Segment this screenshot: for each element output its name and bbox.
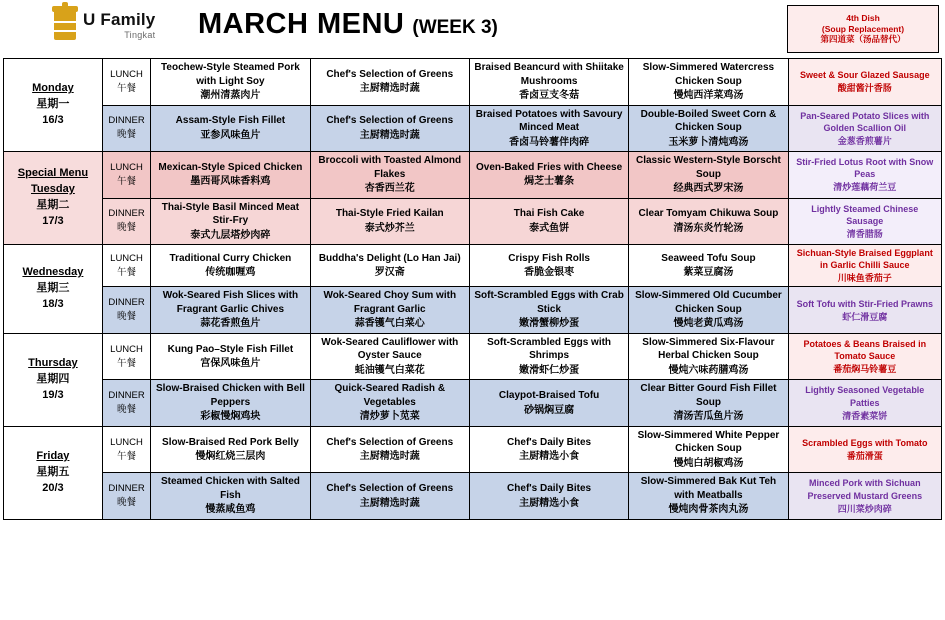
dish-name-cn: 蒜花香煎鱼片	[200, 318, 261, 330]
legend-line-1: 4th Dish	[846, 13, 880, 24]
table-row	[4, 59, 942, 106]
meal-label-en: DINNER	[108, 483, 145, 495]
meal-label-en: LUNCH	[110, 343, 143, 355]
table-row	[4, 198, 942, 245]
dish-cell-4	[629, 473, 788, 520]
dish-cell-4	[629, 333, 788, 380]
day-name-cn: 星期五	[36, 465, 70, 478]
dish-name-cn: 主厨精选时蔬	[359, 497, 420, 509]
dish-name-cn: 慢焖红烧三层肉	[195, 451, 266, 463]
dish-name-en: Assam-Style Fish Fillet	[175, 115, 286, 127]
table-row	[4, 426, 942, 473]
meal-label-cn: 午餐	[117, 450, 137, 462]
dish-cell-1	[151, 380, 310, 427]
dish-name-cn: 嫩滑蟹柳炒蛋	[519, 318, 580, 330]
day-date: 17/3	[42, 214, 64, 227]
day-date: 16/3	[42, 113, 64, 126]
dish-cell-2	[310, 333, 469, 380]
meal-label-en: DINNER	[108, 115, 145, 127]
replacement-name-en: Lightly Seasoned Vegetable Patties	[805, 385, 925, 408]
dish-name-cn: 清汤东炎竹轮汤	[673, 222, 744, 234]
dish-name-en: Mexican-Style Spiced Chicken	[158, 161, 303, 173]
replacement-name-en: Sichuan-Style Braised Eggplant in Garlic Chilli Sauce	[796, 248, 933, 271]
menu-week: (WEEK 3)	[412, 17, 498, 38]
meal-label-cn: 晚餐	[117, 311, 137, 323]
dish-cell-4	[629, 287, 788, 334]
meal-label-lunch	[102, 245, 150, 287]
dish-cell-2	[310, 105, 469, 152]
replacement-name-cn: 清香素菜饼	[842, 410, 888, 421]
dish-cell-2	[310, 245, 469, 287]
dish-cell-2	[310, 59, 469, 106]
dish-name-en: Broccoli with Toasted Almond Flakes	[318, 155, 462, 180]
dish-name-cn: 砂锅焖豆腐	[524, 404, 575, 416]
dish-name-cn: 嫩滑虾仁炒蛋	[519, 364, 580, 376]
day-cell	[4, 333, 103, 426]
dish-cell-1	[151, 426, 310, 473]
dish-name-cn: 慢炖白胡椒鸡汤	[673, 457, 744, 469]
meal-label-cn: 晚餐	[117, 222, 137, 234]
meal-label-en: LUNCH	[110, 68, 143, 80]
page-header	[0, 0, 945, 58]
replacement-name-cn: 番茄焖马铃薯豆	[833, 364, 897, 375]
dish-cell-2	[310, 198, 469, 245]
table-row	[4, 152, 942, 199]
dish-name-cn: 香卤马铃薯伴肉碎	[509, 136, 590, 148]
menu-title: MARCH MENU	[198, 8, 405, 40]
soup-replacement-cell	[788, 245, 941, 287]
dish-name-en: Oven-Baked Fries with Cheese	[476, 161, 623, 173]
dish-name-cn: 香脆金银枣	[524, 267, 575, 279]
dish-name-en: Chef's Daily Bites	[507, 436, 592, 448]
dish-name-en: Thai-Style Basil Minced Meat Stir-Fry	[161, 201, 300, 226]
soup-replacement-cell	[788, 198, 941, 245]
dish-name-en: Buddha's Delight (Lo Han Jai)	[318, 252, 461, 264]
meal-label-en: DINNER	[108, 390, 145, 402]
dish-name-en: Crispy Fish Rolls	[508, 252, 590, 264]
dish-name-cn: 潮州清蒸肉片	[200, 90, 261, 101]
brand-name: U Family	[83, 9, 156, 29]
replacement-name-cn: 酸甜酱汁香肠	[837, 83, 892, 94]
dish-name-cn: 慢蒸咸鱼鸡	[205, 504, 256, 516]
legend-line-3: 第四道菜（汤品替代）	[820, 34, 906, 45]
meal-label-lunch	[102, 426, 150, 473]
dish-name-cn: 经典西式罗宋汤	[673, 183, 744, 194]
dish-name-en: Slow-Simmered White Pepper Chicken Soup	[637, 429, 780, 455]
dish-name-cn: 杏香西兰花	[364, 183, 415, 194]
dish-name-cn: 慢炖肉骨茶肉丸汤	[668, 504, 749, 516]
meal-label-cn: 午餐	[117, 266, 137, 278]
day-date: 18/3	[42, 297, 64, 310]
meal-label-dinner	[102, 287, 150, 334]
dish-name-en: Chef's Daily Bites	[507, 483, 592, 495]
meal-label-en: LUNCH	[110, 252, 143, 264]
dish-name-en: Wok-Seared Choy Sum with Fragrant Garlic	[323, 290, 457, 315]
dish-cell-1	[151, 473, 310, 520]
dish-name-cn: 泰式炒芥兰	[364, 222, 415, 234]
dish-cell-3	[469, 152, 628, 199]
dish-name-cn: 蒜香镬气白菜心	[354, 318, 425, 330]
dish-name-en: Clear Tomyam Chikuwa Soup	[638, 208, 779, 220]
dish-cell-1	[151, 105, 310, 152]
table-row	[4, 380, 942, 427]
soup-replacement-cell	[788, 333, 941, 380]
day-cell	[4, 59, 103, 152]
dish-name-cn: 墨西哥风味香料鸡	[190, 176, 271, 188]
dish-name-cn: 主厨精选时蔬	[359, 129, 420, 141]
dish-cell-3	[469, 473, 628, 520]
dish-cell-2	[310, 287, 469, 334]
dish-name-en: Seaweed Tofu Soup	[661, 252, 756, 264]
dish-name-cn: 主厨精选小食	[519, 451, 580, 463]
dish-name-en: Thai-Style Fried Kailan	[335, 208, 444, 220]
table-row	[4, 105, 942, 152]
dish-name-en: Chef's Selection of Greens	[326, 483, 454, 495]
meal-label-dinner	[102, 473, 150, 520]
meal-label-lunch	[102, 333, 150, 380]
table-row	[4, 245, 942, 287]
meal-label-en: LUNCH	[110, 436, 143, 448]
meal-label-en: LUNCH	[110, 161, 143, 173]
soup-replacement-cell	[788, 426, 941, 473]
replacement-name-en: Sweet & Sour Glazed Sausage	[800, 70, 930, 81]
meal-label-cn: 晚餐	[117, 404, 137, 416]
day-name-en: Wednesday	[22, 266, 84, 279]
dish-name-en: Slow-Simmered Bak Kut Teh with Meatballs	[640, 476, 777, 501]
dish-name-en: Thai Fish Cake	[513, 208, 585, 220]
meal-label-cn: 午餐	[117, 357, 137, 369]
dish-cell-2	[310, 380, 469, 427]
dish-cell-4	[629, 198, 788, 245]
dish-name-cn: 泰式九层塔炒肉碎	[190, 229, 271, 241]
replacement-name-en: Minced Pork with Sichuan Preserved Mustard Greens	[807, 478, 923, 501]
dish-cell-4	[629, 152, 788, 199]
day-name-cn: 星期一	[36, 98, 70, 111]
dish-name-en: Clear Bitter Gourd Fish Fillet Soup	[640, 383, 777, 408]
dish-name-cn: 焗芝士薯条	[524, 176, 575, 188]
dish-name-cn: 慢炖西洋菜鸡汤	[673, 90, 744, 101]
soup-replacement-cell	[788, 152, 941, 199]
meal-label-lunch	[102, 59, 150, 106]
dish-name-en: Slow-Simmered Old Cucumber Chicken Soup	[635, 290, 782, 315]
dish-name-en: Slow-Braised Chicken with Bell Peppers	[155, 383, 305, 408]
replacement-name-cn: 四川菜炒肉碎	[837, 503, 892, 514]
meal-label-cn: 晚餐	[117, 497, 137, 509]
dish-cell-3	[469, 426, 628, 473]
dish-name-cn: 清炒萝卜苋菜	[359, 411, 420, 423]
dish-cell-4	[629, 105, 788, 152]
replacement-name-en: Potatoes & Beans Braised in Tomato Sauce	[803, 338, 927, 362]
day-name-cn: 星期四	[36, 372, 70, 385]
dish-name-cn: 蚝油镬气白菜花	[354, 364, 425, 376]
dish-name-en: Soft-Scrambled Eggs with Crab Stick	[474, 290, 624, 315]
replacement-name-cn: 清香腊肠	[846, 228, 883, 239]
dish-name-en: Claypot-Braised Tofu	[498, 390, 600, 402]
dish-name-en: Chef's Selection of Greens	[326, 436, 454, 448]
day-cell	[4, 245, 103, 334]
day-date: 20/3	[42, 481, 64, 494]
replacement-name-en: Pan-Seared Potato Slices with Golden Scallion Oil	[800, 110, 930, 133]
dish-name-cn: 宫保风味鱼片	[200, 358, 261, 370]
table-row	[4, 333, 942, 380]
dish-name-cn: 紫菜豆腐汤	[683, 267, 734, 279]
dish-cell-2	[310, 426, 469, 473]
dish-name-cn: 香卤豆支冬菇	[519, 90, 580, 101]
dish-name-en: Soft-Scrambled Eggs with Shrimps	[487, 336, 612, 362]
meal-label-dinner	[102, 198, 150, 245]
dish-name-cn: 传统咖喱鸡	[205, 267, 256, 279]
tingkat-tiffin-icon	[52, 4, 78, 46]
dish-cell-4	[629, 380, 788, 427]
dish-name-cn: 泰式鱼饼	[529, 222, 570, 234]
replacement-name-cn: 清炒莲藕荷兰豆	[833, 182, 897, 193]
soup-replacement-cell	[788, 59, 941, 106]
dish-name-en: Classic Western-Style Borscht Soup	[636, 155, 781, 180]
dish-name-en: Double-Boiled Sweet Corn & Chicken Soup	[640, 108, 777, 133]
dish-cell-3	[469, 59, 628, 106]
replacement-name-en: Soft Tofu with Stir-Fried Prawns	[796, 298, 933, 309]
replacement-name-cn: 番茄滑蛋	[846, 451, 883, 462]
dish-name-en: Wok-Seared Fish Slices with Fragrant Garlic Chives	[162, 290, 299, 315]
day-cell	[4, 426, 103, 519]
meal-label-dinner	[102, 105, 150, 152]
dish-name-en: Slow-Simmered Six-Flavour Herbal Chicken Soup	[642, 336, 775, 362]
replacement-name-cn: 金葱香煎薯片	[837, 135, 892, 146]
dish-name-cn: 罗汉斋	[374, 267, 405, 279]
soup-replacement-cell	[788, 473, 941, 520]
replacement-name-en: Scrambled Eggs with Tomato	[802, 438, 928, 449]
dish-name-en: Wok-Seared Cauliflower with Oyster Sauce	[321, 336, 459, 362]
dish-cell-1	[151, 198, 310, 245]
dish-name-en: Braised Potatoes with Savoury Minced Meat	[475, 108, 623, 133]
soup-replacement-cell	[788, 105, 941, 152]
dish-cell-3	[469, 198, 628, 245]
replacement-name-en: Stir-Fried Lotus Root with Snow Peas	[796, 157, 934, 180]
dish-cell-3	[469, 380, 628, 427]
dish-name-cn: 彩椒慢焖鸡块	[200, 411, 261, 423]
dish-cell-2	[310, 152, 469, 199]
dish-name-cn: 清汤苦瓜鱼片汤	[673, 411, 744, 423]
table-row	[4, 287, 942, 334]
dish-name-en: Kung Pao–Style Fish Fillet	[167, 343, 294, 355]
dish-name-cn: 主厨精选时蔬	[359, 451, 420, 463]
meal-label-lunch	[102, 152, 150, 199]
dish-cell-4	[629, 59, 788, 106]
dish-name-cn: 慢炖六味药膳鸡汤	[668, 364, 749, 376]
brand-subtitle: Tingkat	[124, 29, 156, 40]
dish-name-en: Traditional Curry Chicken	[169, 252, 292, 264]
meal-label-cn: 午餐	[117, 175, 137, 187]
dish-cell-1	[151, 333, 310, 380]
day-name-cn: 星期二	[36, 199, 70, 211]
replacement-name-cn: 川味鱼香茄子	[837, 273, 892, 284]
menu-table	[3, 58, 942, 520]
page-title	[198, 8, 498, 41]
dish-cell-3	[469, 105, 628, 152]
legend-line-2: (Soup Replacement)	[821, 23, 905, 34]
dish-name-en: Chef's Selection of Greens	[326, 115, 454, 127]
table-row	[4, 473, 942, 520]
day-name-en: Friday	[36, 450, 70, 463]
dish-cell-4	[629, 245, 788, 287]
dish-cell-1	[151, 245, 310, 287]
dish-name-cn: 玉米萝卜清炖鸡汤	[668, 136, 749, 148]
day-cell	[4, 152, 103, 245]
meal-label-cn: 晚餐	[117, 129, 137, 141]
dish-name-en: Steamed Chicken with Salted Fish	[160, 476, 300, 501]
replacement-name-cn: 虾仁滑豆腐	[842, 311, 888, 322]
dish-cell-3	[469, 245, 628, 287]
dish-cell-1	[151, 59, 310, 106]
brand-logo	[52, 4, 155, 46]
dish-cell-1	[151, 287, 310, 334]
meal-label-dinner	[102, 380, 150, 427]
replacement-name-en: Lightly Steamed Chinese Sausage	[811, 203, 919, 226]
dish-cell-1	[151, 152, 310, 199]
dish-name-en: Slow-Braised Red Pork Belly	[162, 436, 299, 448]
day-name-en: Special Menu Tuesday	[17, 167, 89, 196]
soup-replacement-legend	[787, 5, 939, 53]
meal-label-en: DINNER	[108, 208, 145, 220]
dish-name-cn: 主厨精选时蔬	[359, 83, 420, 95]
soup-replacement-cell	[788, 380, 941, 427]
soup-replacement-cell	[788, 287, 941, 334]
dish-cell-2	[310, 473, 469, 520]
dish-cell-3	[469, 287, 628, 334]
dish-cell-3	[469, 333, 628, 380]
dish-name-cn: 慢炖老黄瓜鸡汤	[673, 318, 744, 330]
day-name-en: Monday	[32, 82, 74, 95]
meal-label-cn: 午餐	[117, 82, 137, 94]
dish-name-cn: 亚参风味鱼片	[200, 129, 261, 141]
dish-name-en: Teochew-Style Steamed Pork with Light Soy	[161, 62, 300, 87]
dish-name-en: Quick-Seared Radish & Vegetables	[334, 383, 446, 408]
day-name-cn: 星期三	[36, 281, 70, 294]
day-name-en: Thursday	[28, 357, 78, 370]
dish-name-en: Chef's Selection of Greens	[326, 68, 454, 80]
meal-label-en: DINNER	[108, 297, 145, 309]
day-date: 19/3	[42, 388, 64, 401]
dish-name-cn: 主厨精选小食	[519, 497, 580, 509]
dish-name-en: Braised Beancurd with Shiitake Mushrooms	[474, 62, 624, 87]
dish-name-en: Slow-Simmered Watercress Chicken Soup	[642, 62, 775, 87]
dish-cell-4	[629, 426, 788, 473]
